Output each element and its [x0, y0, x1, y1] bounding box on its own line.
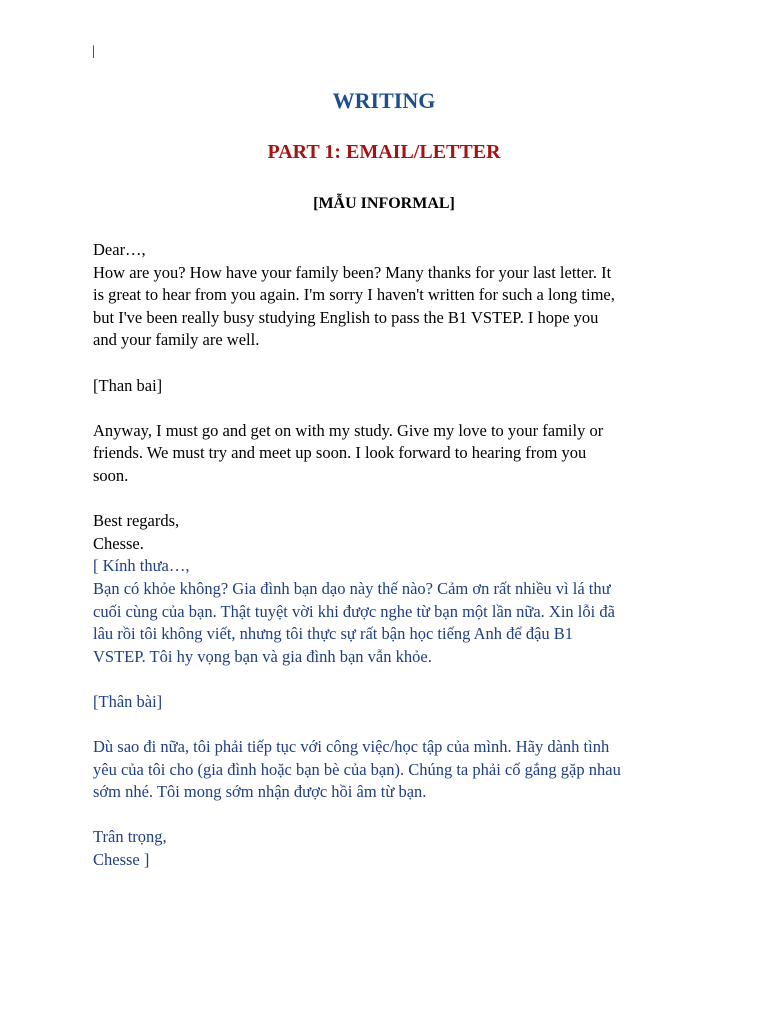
english-body-placeholder: [Than bai]	[93, 375, 163, 395]
page-title: WRITING	[332, 88, 436, 113]
vietnamese-opening-line: lâu rồi tôi không viết, nhưng tôi thực sự rất bận học tiếng Anh để đậu B1	[93, 624, 574, 644]
english-signature: Chesse.	[93, 533, 144, 553]
english-opening-line: but I've been really busy studying English to pass the B1 VSTEP. I hope you	[93, 307, 599, 327]
english-opening-line: How are you? How have your family been? Many thanks for your last letter. It	[93, 262, 612, 282]
paragraph-gap	[93, 488, 683, 511]
vietnamese-signoff: Trân trọng,	[93, 827, 167, 847]
paragraph-gap	[93, 713, 683, 736]
paragraph-gap	[93, 668, 683, 691]
english-closing-line: Anyway, I must go and get on with my study. Give my love to your family or	[93, 420, 604, 440]
letter-body	[93, 239, 683, 872]
vietnamese-opening-line: VSTEP. Tôi hy vọng bạn và gia đình bạn vẫn khỏe.	[93, 646, 432, 666]
paragraph-gap	[93, 804, 683, 827]
english-signoff: Best regards,	[93, 511, 180, 531]
english-closing-line: soon.	[93, 465, 129, 485]
vietnamese-greeting: [ Kính thưa…,	[93, 556, 190, 576]
vietnamese-opening-line: Bạn có khỏe không? Gia đình bạn dạo này thế nào? Cảm ơn rất nhiều vì lá thư	[93, 578, 611, 598]
vietnamese-closing-line: Dù sao đi nữa, tôi phải tiếp tục với công việc/học tập của mình. Hãy dành tình	[93, 737, 610, 757]
paragraph-gap	[93, 352, 683, 375]
vietnamese-body-placeholder: [Thân bài]	[93, 691, 163, 711]
english-opening-line: and your family are well.	[93, 330, 260, 350]
vietnamese-signature: Chesse ]	[93, 850, 150, 870]
english-opening-line: is great to hear from you again. I'm sorry I haven't written for such a long time,	[93, 285, 615, 305]
section-title: PART 1: EMAIL/LETTER	[267, 141, 501, 163]
vietnamese-closing-line: yêu của tôi cho (gia đình hoặc bạn bè của bạn). Chúng ta phải cố gắng gặp nhau	[93, 759, 621, 779]
vietnamese-closing-line: sớm nhé. Tôi mong sớm nhận được hồi âm từ bạn.	[93, 782, 427, 802]
vietnamese-opening-line: cuối cùng của bạn. Thật tuyệt vời khi được nghe từ bạn một lần nữa. Xin lỗi đã	[93, 601, 615, 621]
paragraph-gap	[93, 397, 683, 420]
sample-heading: [MẪU INFORMAL]	[313, 195, 455, 212]
english-closing-line: friends. We must try and meet up soon. I look forward to hearing from you	[93, 443, 587, 463]
text-cursor-mark: |	[92, 44, 95, 59]
english-greeting: Dear…,	[93, 240, 146, 259]
